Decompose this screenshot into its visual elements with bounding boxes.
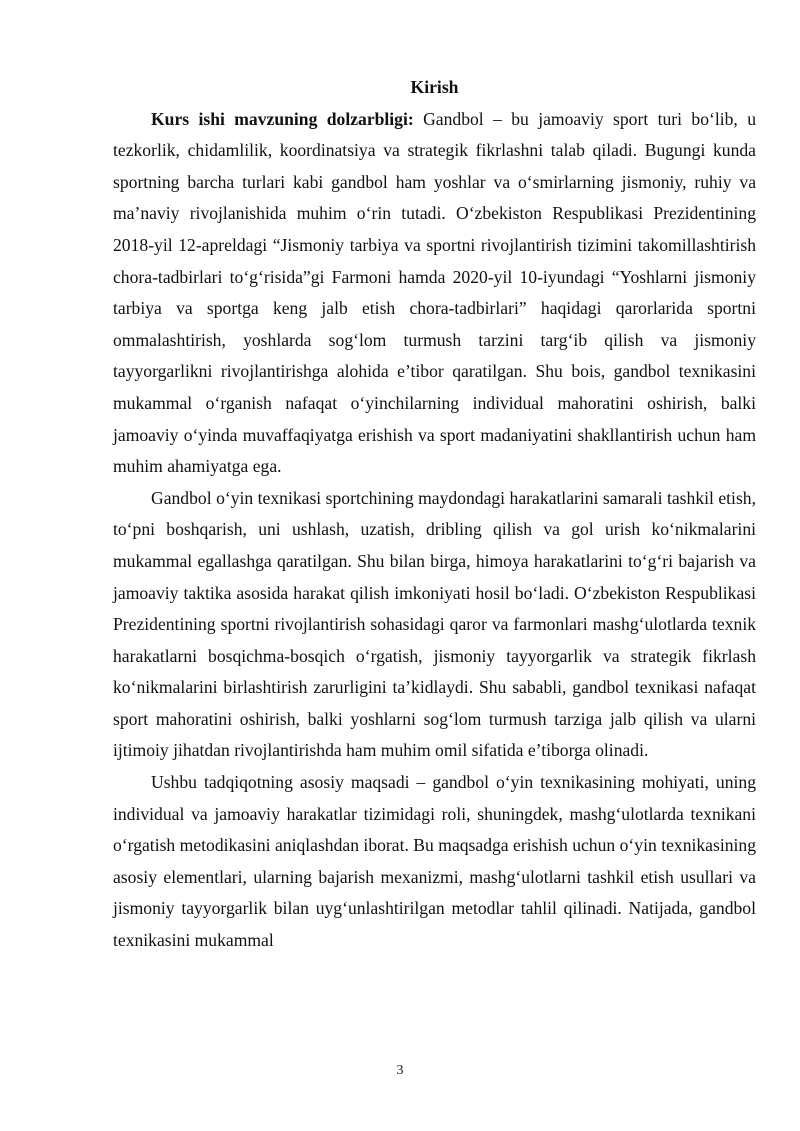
page-number: 3 — [396, 1063, 404, 1078]
paragraph-technique — [113, 483, 756, 767]
paragraph-text: Gandbol o‘yin texnikasi sportchining maydondagi harakatlarini samarali tashkil etish, to‘pni boshqarish, uni ushlash, uzatish, dribling qilish va gol urish ko‘nikmalarini mukammal egallashga qaratilgan. Shu bilan birga, himoya harakatlarini to‘g‘ri bajarish va jamoaviy taktika asosida harakat qilish imkoniyati hosil bo‘ladi. O‘zbekiston Respublikasi Prezidentining sportni rivojlantirish sohasidagi qaror va farmonlari mashg‘ulotlarda texnik harakatlarni bosqichma-bosqich o‘rgatish, jismoniy tayyorgarlik va strategik fikrlash ko‘nikmalarini birlashtirish zarurligini ta’kidlaydi. Shu sababli, gandbol texnikasi nafaqat sport mahoratini oshirish, balki yoshlarni sog‘lom turmush tarziga jalb qilish va ularni ijtimoiy jihatdan rivojlantirishda ham muhim omil sifatida e’tiborga olinadi. — [113, 487, 756, 761]
section-title: Kirish — [410, 77, 459, 97]
page-content — [113, 72, 756, 957]
paragraph-goal — [113, 767, 756, 957]
paragraph-text: Ushbu tadqiqotning asosiy maqsadi – gandbol o‘yin texnikasining mohiyati, uning individual va jamoaviy harakatlar tizimidagi roli, shuningdek, mashg‘ulotlarda texnikani o‘rgatish metodikasini aniqlashdan iborat. Bu maqsadga erishish uchun o‘yin texnikasining asosiy elementlari, ularning bajarish mexanizmi, mashg‘ulotlarni tashkil etish usullari va jismoniy tayyorgarlik bilan uyg‘unlashtirilgan metodlar tahlil qilinadi. Natijada, gandbol texnikasini mukammal — [113, 772, 756, 951]
paragraph-text: Gandbol – bu jamoaviy sport turi bo‘lib, u tezkorlik, chidamlilik, koordinatsiya va strategik fikrlashni talab qiladi. Bugungi kunda sportning barcha turlari kabi gandbol ham yoshlar va o‘smirlarning jismoniy, ruhiy va ma’naviy rivojlanishida muhim o‘rin tutadi. O‘zbekiston Respublikasi Prezidentining 2018-yil 12-apreldagi “Jismoniy tarbiya va sportni rivojlantirish tizimini takomillashtirish chora-tadbirlari to‘g‘risida”gi Farmoni hamda 2020-yil 10-iyundagi “Yoshlarni jismoniy tarbiya va sportga keng jalb etish chora-tadbirlari” haqidagi qarorlarida sportni ommalashtirish, yoshlarda sog‘lom turmush tarzini targ‘ib qilish va jismoniy tayyorgarlikni rivojlantirishga alohida e’tibor qaratilgan. Shu bois, gandbol texnikasini mukammal o‘rganish nafaqat o‘yinchilarning individual mahoratini oshirish, balki jamoaviy o‘yinda muvaffaqiyatga erishish va sport madaniyatini shakllantirish uchun ham muhim ahamiyatga ega. — [113, 108, 756, 477]
paragraph-lead: Kurs ishi mavzuning dolzarbligi: — [151, 108, 414, 129]
paragraph-relevance — [113, 104, 756, 483]
